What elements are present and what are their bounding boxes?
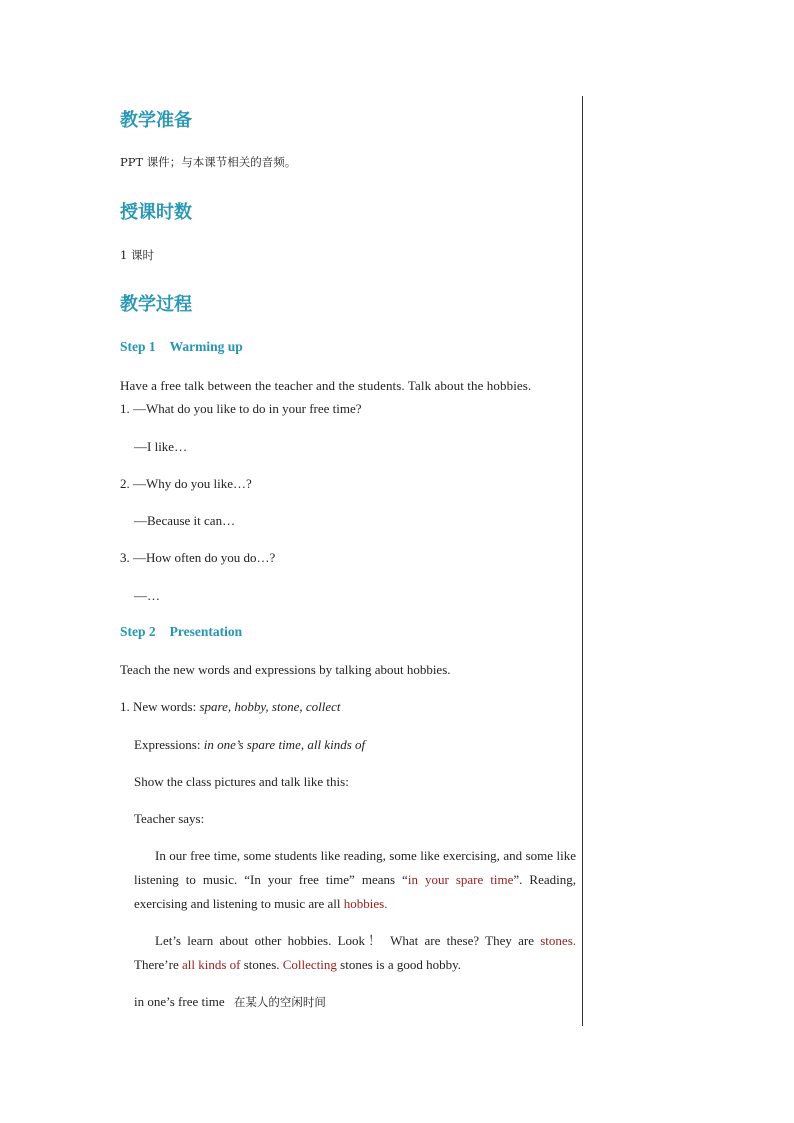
- teacher-paragraph-2: [134, 929, 576, 977]
- expressions-list: in one’s spare time, all kinds of: [203, 737, 366, 752]
- step2-heading: [120, 624, 242, 640]
- step1-q2: 2. —Why do you like…?: [120, 476, 252, 491]
- para2-text-c: stones.: [240, 957, 283, 972]
- step1-a3: —…: [134, 588, 160, 603]
- step1-a2: —Because it can…: [134, 513, 236, 528]
- phrase-cn: 在某人的空闲时间: [233, 995, 326, 1009]
- show-pictures-text: Show the class pictures and talk like this:: [134, 774, 349, 789]
- para1-text-a: In our free time, some students like reading, some like exercising, and some like listening to music. “In your free time” means “: [134, 848, 576, 887]
- new-words-list: spare, hobby, stone, collect: [199, 699, 341, 714]
- new-words-label: 1. New words:: [120, 699, 200, 714]
- para2-highlight-collecting: Collecting: [282, 957, 337, 972]
- para1-text-b: ”. Reading, exercising and listening to music are all: [134, 872, 577, 911]
- step1-a1: —I like…: [134, 439, 188, 454]
- para1-highlight-spare-time: in your spare time: [407, 872, 514, 887]
- step2-title: Presentation: [169, 624, 243, 639]
- expressions-line: [134, 733, 365, 756]
- section-title-prep: 教学准备: [120, 110, 192, 131]
- step1-label: Step 1: [120, 339, 156, 354]
- step2-intro: Teach the new words and expressions by talking about hobbies.: [120, 662, 451, 677]
- step1-intro: Have a free talk between the teacher and the students. Talk about the hobbies.: [120, 378, 532, 393]
- expressions-label: Expressions:: [134, 737, 204, 752]
- prep-text: PPT 课件；与本课节相关的音频。: [120, 155, 297, 169]
- section-title-hours: 授课时数: [120, 202, 192, 223]
- para2-text-d: stones is a good hobby.: [336, 957, 462, 972]
- step1-q3: 3. —How often do you do…?: [120, 550, 276, 565]
- step1-title: Warming up: [169, 339, 243, 354]
- hours-text: 1 课时: [120, 248, 154, 262]
- step1-q1: 1. —What do you like to do in your free time?: [120, 401, 362, 416]
- para2-text-b: There’re: [134, 957, 182, 972]
- para1-highlight-hobbies: hobbies.: [343, 896, 388, 911]
- phrase-en: in one’s free time: [134, 994, 225, 1009]
- section-title-process: 教学过程: [120, 294, 192, 315]
- step2-label: Step 2: [120, 624, 156, 639]
- teacher-says-text: Teacher says:: [134, 811, 205, 826]
- margin-divider-line: [582, 96, 583, 1026]
- teacher-paragraph-1: [134, 844, 576, 916]
- para2-highlight-stones: stones.: [540, 933, 576, 948]
- new-words-line: [120, 695, 340, 718]
- step1-heading: [120, 339, 243, 355]
- para2-text-a: Let’s learn about other hobbies. Look！ What are these? They are: [155, 933, 541, 948]
- phrase-line: [134, 990, 326, 1014]
- para2-highlight-all-kinds: all kinds of: [182, 957, 241, 972]
